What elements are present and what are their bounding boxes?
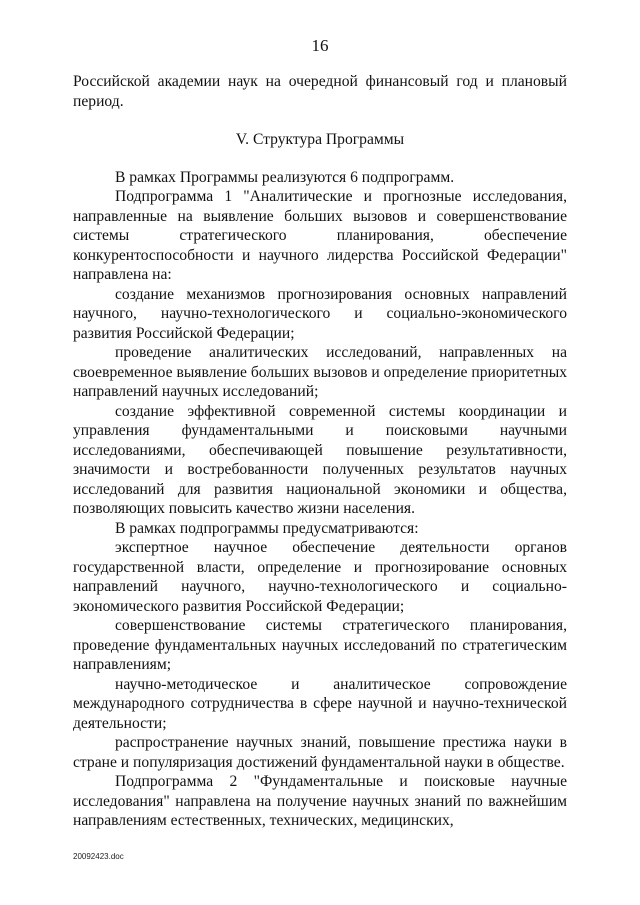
paragraph: Подпрограмма 1 "Аналитические и прогнозные исследования, направленные на выявление больших вызовов и совершенствование системы стратегического планирования, обеспечение конкурентоспособности и научного лидерства Российской Федерации" направлена на: bbox=[73, 188, 567, 283]
document-body bbox=[73, 72, 567, 831]
paragraph: В рамках Программы реализуются 6 подпрограмм. bbox=[115, 168, 455, 186]
paragraph: В рамках подпрограммы предусматриваются: bbox=[115, 519, 419, 537]
paragraph: создание эффективной современной системы координации и управления фундаментальными и поисковыми научными исследованиями, обеспечивающей повышение результативности, значимости и востребованности полученных результатов научных исследований для развития национальной экономики и общества, позволяющих повысить качество жизни населения. bbox=[73, 402, 567, 517]
paragraph: создание механизмов прогнозирования основных направлений научного, научно-технологического и социально-экономического развития Российской Федерации; bbox=[73, 285, 567, 342]
paragraph: экспертное научное обеспечение деятельности органов государственной власти, определение и прогнозирование основных направлений научного, научно-технологического и социально-экономического развития Российской Федерации; bbox=[73, 539, 567, 615]
paragraph: проведение аналитических исследований, направленных на своевременное выявление больших вызовов и определение приоритетных направлений научных исследований; bbox=[73, 344, 567, 400]
paragraph: распространение научных знаний, повышение престижа науки в стране и популяризация достижений фундаментальной науки в обществе. bbox=[73, 734, 567, 771]
section-heading: V. Структура Программы bbox=[235, 131, 405, 148]
footer-filename: 20092423.doc bbox=[73, 852, 124, 861]
paragraph: Подпрограмма 2 "Фундаментальные и поисковые научные исследования" направлена на получение научных знаний по важнейшим направлениям естественных, технических, медицинских, bbox=[73, 773, 567, 829]
paragraph: совершенствование системы стратегического планирования, проведение фундаментальных научных исследований по стратегическим направлениям; bbox=[73, 617, 567, 673]
paragraph-continuation: Российской академии наук на очередной финансовый год и плановый период. bbox=[73, 73, 567, 110]
paragraph: научно-методическое и аналитическое сопровождение международного сотрудничества в сфере научной и научно-технической деятельности; bbox=[73, 675, 567, 732]
page-number: 16 bbox=[311, 36, 329, 55]
